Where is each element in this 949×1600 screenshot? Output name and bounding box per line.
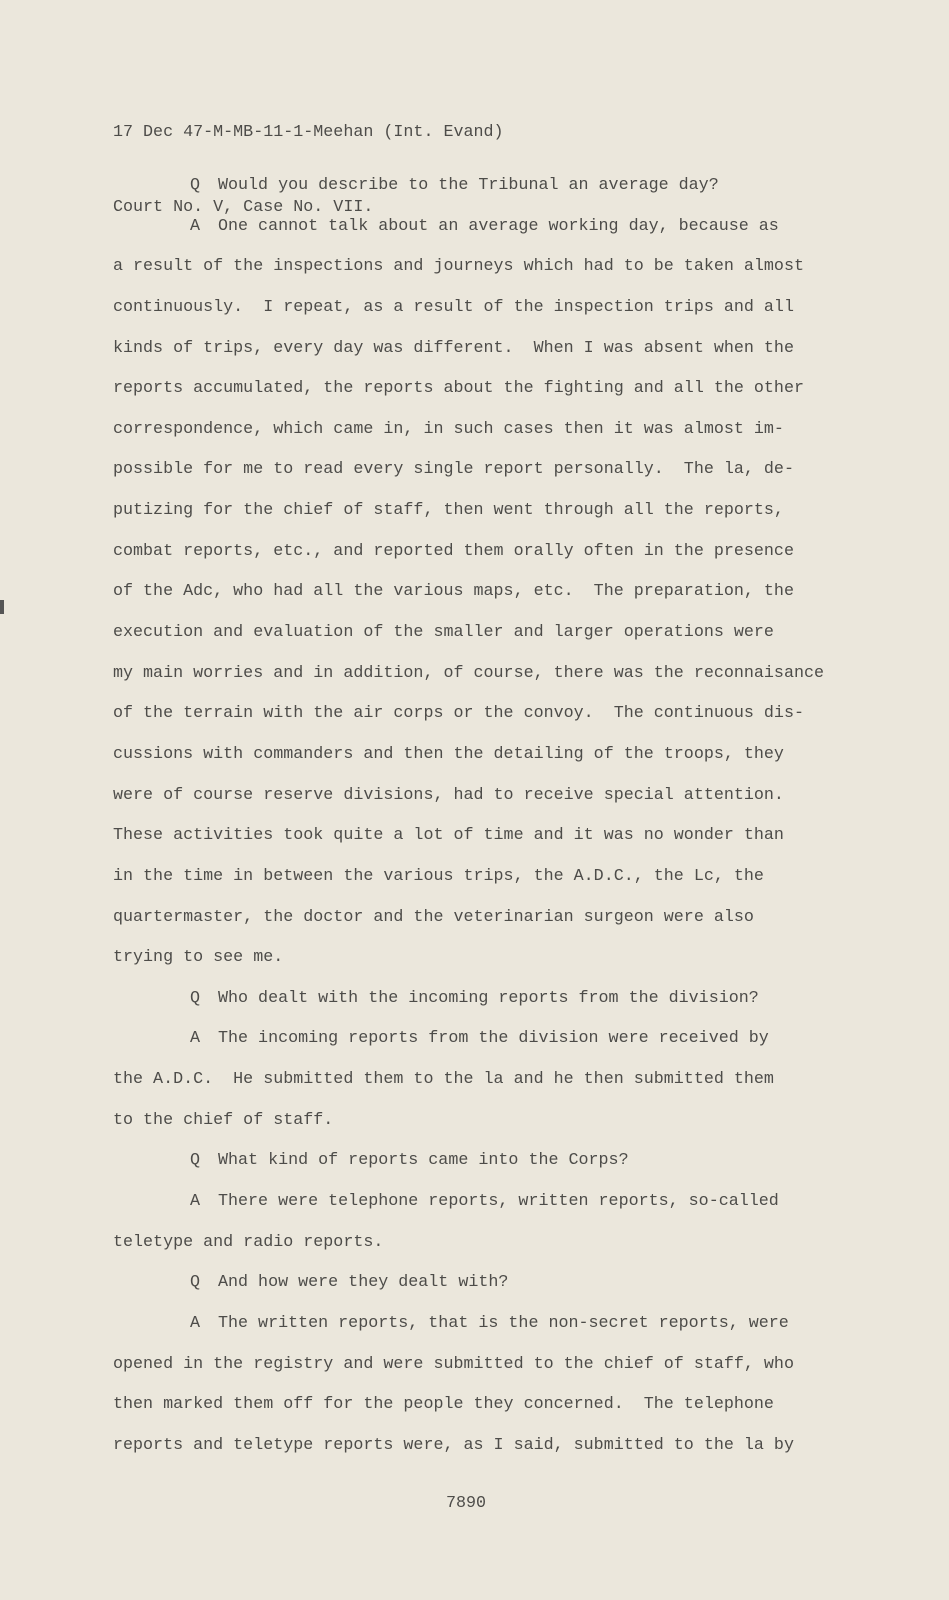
paragraph-line	[113, 418, 913, 442]
paragraph-line	[113, 702, 913, 726]
line-text: correspondence, which came in, in such cases then it was almost im-	[113, 419, 784, 439]
transcript-body	[113, 174, 913, 1475]
line-text: combat reports, etc., and reported them orally often in the presence	[113, 541, 794, 561]
binding-mark	[0, 600, 4, 614]
line-text: reports accumulated, the reports about the fighting and all the other	[113, 379, 804, 399]
line-text: The written reports, that is the non-secret reports, were	[218, 1313, 789, 1333]
line-text: execution and evaluation of the smaller and larger operations were	[113, 623, 774, 643]
case-reference: 17 Dec 47-M-MB-11-1-Meehan (Int. Evand)	[113, 123, 504, 142]
paragraph-line	[113, 865, 913, 889]
paragraph-line	[113, 1068, 913, 1092]
line-text: of the terrain with the air corps or the convoy. The continuous dis-	[113, 704, 804, 724]
line-text: Who dealt with the incoming reports from the division?	[218, 988, 759, 1008]
paragraph-line	[113, 580, 913, 604]
speaker-label: A	[190, 1313, 201, 1333]
speaker-label: Q	[190, 988, 201, 1008]
line-text: One cannot talk about an average working day, because as	[218, 216, 779, 236]
paragraph-line	[113, 1109, 913, 1133]
paragraph-line	[113, 906, 913, 930]
line-text: kinds of trips, every day was different. When I was absent when the	[113, 338, 794, 358]
page-number: 7890	[446, 1494, 487, 1513]
paragraph-first-line	[113, 1149, 913, 1173]
paragraph-line	[113, 255, 913, 279]
speaker-label: A	[190, 1029, 201, 1049]
speaker-label: A	[190, 1192, 201, 1212]
line-text: There were telephone reports, written reports, so-called	[218, 1192, 779, 1212]
line-text: continuously. I repeat, as a result of the inspection trips and all	[113, 297, 794, 317]
paragraph-line	[113, 784, 913, 808]
paragraph-line	[113, 377, 913, 401]
paragraph-first-line	[113, 987, 913, 1011]
paragraph-line	[113, 1393, 913, 1417]
line-text: quartermaster, the doctor and the veterinarian surgeon were also	[113, 907, 754, 927]
line-text: trying to see me.	[113, 948, 284, 968]
line-text: then marked them off for the people they concerned. The telephone	[113, 1395, 774, 1415]
line-text: These activities took quite a lot of time and it was no wonder than	[113, 826, 784, 846]
line-text: to the chief of staff.	[113, 1110, 334, 1130]
line-text: in the time in between the various trips, the A.D.C., the Lc, the	[113, 866, 764, 886]
line-text: What kind of reports came into the Corps?	[218, 1151, 629, 1171]
paragraph-line	[113, 1231, 913, 1255]
line-text: reports and teletype reports were, as I said, submitted to the la by	[113, 1435, 794, 1455]
line-text: were of course reserve divisions, had to receive special attention.	[113, 785, 784, 805]
paragraph-line	[113, 458, 913, 482]
speaker-label: Q	[190, 176, 201, 195]
paragraph-first-line	[113, 174, 913, 198]
paragraph-line	[113, 499, 913, 523]
paragraph-first-line	[113, 215, 913, 239]
paragraph-line	[113, 824, 913, 848]
paragraph-line	[113, 662, 913, 686]
line-text: putizing for the chief of staff, then went through all the reports,	[113, 501, 784, 521]
paragraph-line	[113, 1353, 913, 1377]
paragraph-line	[113, 337, 913, 361]
speaker-label: A	[190, 216, 201, 236]
line-text: teletype and radio reports.	[113, 1232, 384, 1252]
line-text: my main worries and in addition, of course, there was the reconnaisance	[113, 663, 825, 683]
line-text: of the Adc, who had all the various maps, etc. The preparation, the	[113, 582, 794, 602]
line-text: possible for me to read every single report personally. The la, de-	[113, 460, 794, 480]
court-case-line: Court No. V, Case No. VII.	[113, 198, 374, 217]
paragraph-first-line	[113, 1027, 913, 1051]
paragraph-first-line	[113, 1271, 913, 1295]
line-text: Would you describe to the Tribunal an average day?	[218, 176, 719, 195]
paragraph-line	[113, 743, 913, 767]
line-text: a result of the inspections and journeys which had to be taken almost	[113, 257, 804, 277]
paragraph-first-line	[113, 1190, 913, 1214]
line-text: opened in the registry and were submitted to the chief of staff, who	[113, 1354, 794, 1374]
paragraph-line	[113, 1434, 913, 1458]
line-text: the A.D.C. He submitted them to the la and he then submitted them	[113, 1070, 774, 1090]
paragraph-line	[113, 946, 913, 970]
paragraph-first-line	[113, 1312, 913, 1336]
line-text: cussions with commanders and then the detailing of the troops, they	[113, 744, 784, 764]
line-text: And how were they dealt with?	[218, 1273, 509, 1293]
speaker-label: Q	[190, 1273, 201, 1293]
speaker-label: Q	[190, 1151, 201, 1171]
paragraph-line	[113, 296, 913, 320]
paragraph-line	[113, 540, 913, 564]
line-text: The incoming reports from the division were received by	[218, 1029, 769, 1049]
paragraph-line	[113, 621, 913, 645]
